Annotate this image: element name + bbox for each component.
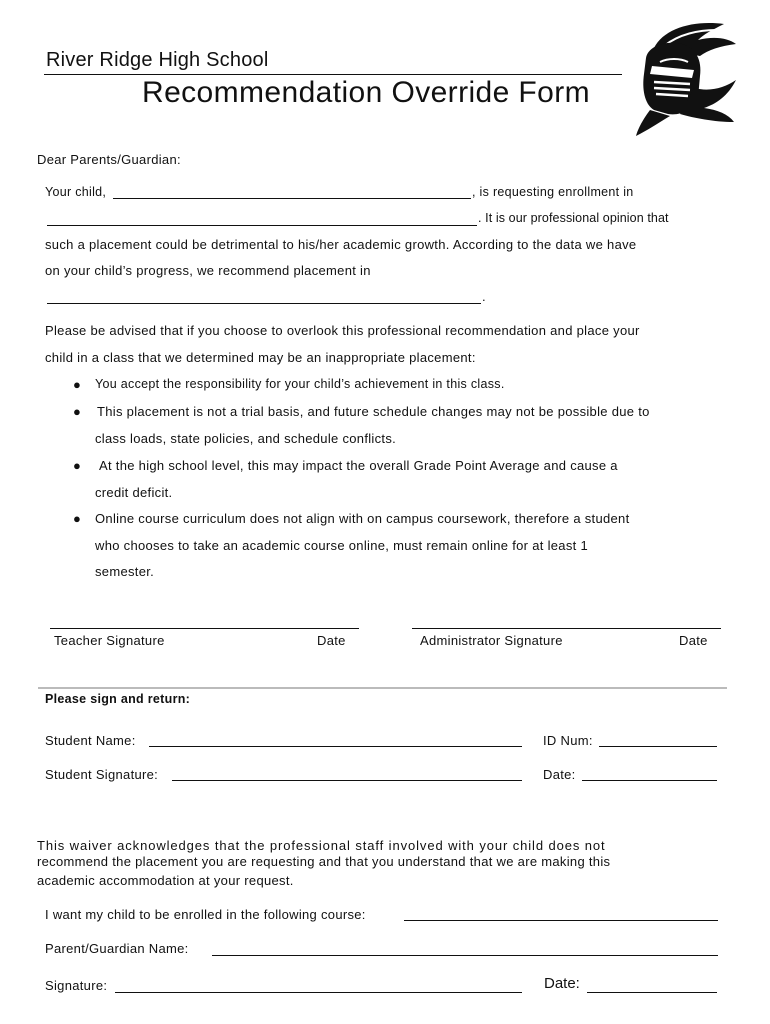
section-divider xyxy=(38,687,727,689)
header-rule xyxy=(44,74,622,75)
student-signature-field[interactable] xyxy=(172,780,522,781)
bullet-marker: ● xyxy=(73,458,81,473)
parent-date-label: Date: xyxy=(544,975,580,992)
bullet-marker: ● xyxy=(73,377,81,392)
course-field[interactable] xyxy=(404,920,718,921)
advice-line-1: Please be advised that if you choose to overlook this professional recommendation and place your xyxy=(45,323,640,338)
requesting-enrollment-text: , is requesting enrollment in xyxy=(472,185,634,199)
waiver-line-1: This waiver acknowledges that the professional staff involved with your child does not xyxy=(37,838,606,853)
course-label: I want my child to be enrolled in the following course: xyxy=(45,907,366,922)
waiver-line-3: academic accommodation at your request. xyxy=(37,873,294,888)
administrator-signature-line[interactable] xyxy=(412,628,721,629)
teacher-signature-label: Teacher Signature xyxy=(54,633,165,648)
bullet-marker: ● xyxy=(73,511,81,526)
parent-name-field[interactable] xyxy=(212,955,718,956)
bullet-2-line-1: This placement is not a trial basis, and future schedule changes may not be possible due to xyxy=(97,404,650,419)
letter-line-4: on your child’s progress, we recommend placement in xyxy=(45,263,371,278)
parent-signature-label: Signature: xyxy=(45,978,108,993)
id-num-field[interactable] xyxy=(599,746,717,747)
period: . xyxy=(482,289,486,304)
bullet-marker: ● xyxy=(73,404,81,419)
administrator-signature-label: Administrator Signature xyxy=(420,633,563,648)
school-name: River Ridge High School xyxy=(46,49,269,71)
return-heading: Please sign and return: xyxy=(45,692,191,706)
student-name-label: Student Name: xyxy=(45,733,136,748)
id-num-label: ID Num: xyxy=(543,733,593,748)
bullet-4-line-1: Online course curriculum does not align with on campus coursework, therefore a student xyxy=(95,511,630,526)
parent-date-field[interactable] xyxy=(587,992,717,993)
letter-line-3: such a placement could be detrimental to his/her academic growth. According to the data we have xyxy=(45,237,637,252)
student-date-field[interactable] xyxy=(582,780,717,781)
advice-line-2: child in a class that we determined may be an inappropriate placement: xyxy=(45,350,476,365)
bullet-3-line-2: credit deficit. xyxy=(95,485,173,500)
waiver-line-2: recommend the placement you are requesting and that you understand that we are making this xyxy=(37,854,611,869)
administrator-date-label: Date xyxy=(679,633,708,648)
student-name-field[interactable] xyxy=(149,746,522,747)
bullet-2-line-2: class loads, state policies, and schedule conflicts. xyxy=(95,431,397,446)
recommended-placement-blank[interactable] xyxy=(47,303,481,304)
requested-course-blank[interactable] xyxy=(47,225,477,226)
bullet-1-line-1: You accept the responsibility for your child’s achievement in this class. xyxy=(95,377,505,391)
professional-opinion-text: . It is our professional opinion that xyxy=(478,211,669,225)
form-title: Recommendation Override Form xyxy=(142,76,591,109)
teacher-date-label: Date xyxy=(317,633,346,648)
bullet-3-line-1: At the high school level, this may impact the overall Grade Point Average and cause a xyxy=(99,458,618,473)
bullet-4-line-2: who chooses to take an academic course online, must remain online for at least 1 xyxy=(95,538,588,553)
salutation: Dear Parents/Guardian: xyxy=(37,152,181,167)
knight-helmet-logo-icon xyxy=(624,18,744,138)
parent-name-label: Parent/Guardian Name: xyxy=(45,941,189,956)
student-signature-label: Student Signature: xyxy=(45,767,159,782)
child-name-blank[interactable] xyxy=(113,198,471,199)
student-date-label: Date: xyxy=(543,767,576,782)
your-child-label: Your child, xyxy=(45,185,107,199)
teacher-signature-line[interactable] xyxy=(50,628,359,629)
parent-signature-field[interactable] xyxy=(115,992,522,993)
bullet-4-line-3: semester. xyxy=(95,564,155,579)
